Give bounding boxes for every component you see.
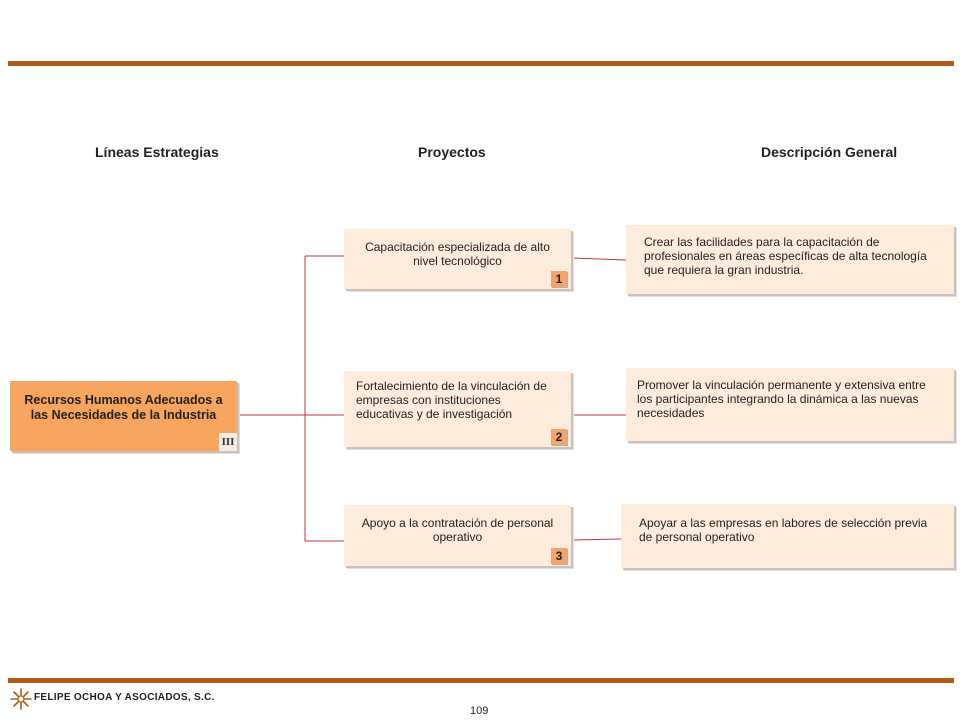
strategy-box <box>10 381 237 451</box>
description-box-2 <box>626 368 954 441</box>
header-lineas-estrategias: Líneas Estrategias <box>95 144 219 160</box>
description-text-1: Crear las facilidades para la capacitación de profesionales en áreas específicas de alta tecnología que requiera la gran industria. <box>644 235 927 277</box>
roman-numeral-badge: III <box>219 433 237 451</box>
header-proyectos: Proyectos <box>418 144 486 160</box>
project-box-2 <box>344 371 571 447</box>
description-box-1 <box>626 225 954 294</box>
project-number-badge-3: 3 <box>551 548 567 564</box>
project-label-2: Fortalecimiento de la vinculación de empresas con instituciones educativas y de investigación <box>356 379 547 421</box>
company-logo-icon <box>10 688 32 710</box>
page-number: 109 <box>470 705 489 717</box>
project-number-badge-1: 1 <box>551 271 567 287</box>
connector-project3-desc3 <box>571 539 621 540</box>
footer-company-name: FELIPE OCHOA Y ASOCIADOS, S.C. <box>34 692 215 703</box>
connector-project1-desc1 <box>571 258 626 260</box>
strategy-label: Recursos Humanos Adecuados a las Necesidades de la Industria <box>24 393 223 422</box>
project-box-1 <box>344 229 571 289</box>
header-descripcion-general: Descripción General <box>761 144 898 160</box>
project-label-3: Apoyo a la contratación de personal operativo <box>361 516 554 544</box>
project-box-3 <box>344 505 571 566</box>
description-text-3: Apoyar a las empresas en labores de selección previa de personal operativo <box>639 516 928 544</box>
description-box-3 <box>621 504 954 568</box>
project-label-1: Capacitación especializada de alto nivel tecnológico <box>365 240 550 268</box>
project-number-badge-2: 2 <box>551 429 567 445</box>
description-text-2: Promover la vinculación permanente y extensiva entre los participantes integrando la dinámica a las nuevas necesidades <box>637 378 926 420</box>
bottom-rule <box>8 678 954 683</box>
